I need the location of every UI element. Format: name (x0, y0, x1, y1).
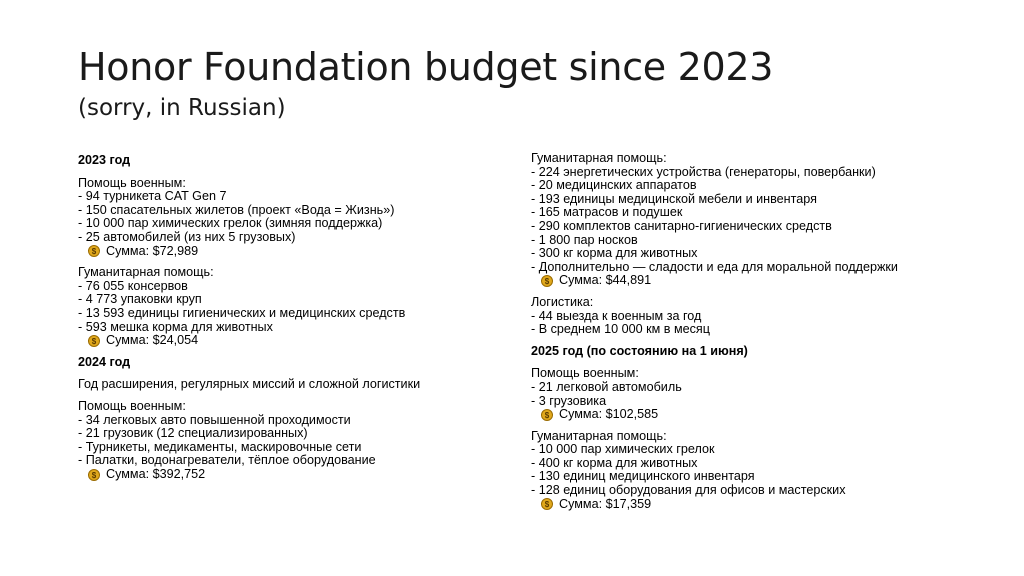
list-item: - 224 энергетических устройства (генераторы, повербанки) (531, 164, 876, 179)
sum-line (78, 245, 498, 259)
sum-value: Сумма: $44,891 (559, 273, 652, 288)
humanitarian-aid-2024 (531, 152, 971, 288)
military-aid-2023 (78, 177, 498, 259)
page-subtitle: (sorry, in Russian) (78, 95, 286, 121)
list-item: - 34 легковых авто повышенной проходимости (78, 412, 351, 427)
list-item: - 20 медицинских аппаратов (531, 178, 697, 193)
year-heading-2023: 2023 год (78, 153, 131, 167)
year-heading-2025: 2025 год (по состоянию на 1 июня) (531, 343, 748, 358)
list-item: - 21 грузовик (12 специализированных) (78, 426, 308, 441)
list-item: - 300 кг корма для животных (531, 246, 698, 261)
list-item: - 1 800 пар носков (531, 232, 638, 247)
left-column (78, 152, 498, 489)
list-item: - 193 единицы медицинской мебели и инвентаря (531, 191, 817, 206)
sum-line (531, 498, 971, 512)
military-aid-2024 (78, 400, 498, 482)
list-item: - Дополнительно — сладости и еда для моральной поддержки (531, 259, 898, 274)
year-heading-2024: 2024 год (78, 354, 131, 369)
list-item: - 130 единиц медицинского инвентаря (531, 469, 755, 484)
sum-value: Сумма: $72,989 (106, 243, 199, 258)
section-heading: Гуманитарная помощь: (531, 151, 667, 165)
list-item: - 94 турникета CAT Gen 7 (78, 189, 227, 204)
money-bag-icon (541, 498, 553, 510)
list-item: - 165 матрасов и подушек (531, 205, 683, 220)
section-heading: Помощь военным: (78, 398, 186, 413)
section-heading: Помощь военным: (78, 175, 186, 190)
list-item: - 13 593 единицы гигиенических и медицинских средств (78, 305, 406, 320)
money-bag-icon (88, 335, 100, 347)
list-item: - 76 055 консервов (78, 278, 188, 293)
list-item: - 150 спасательных жилетов (проект «Вода = Жизнь») (78, 202, 395, 217)
sum-line (78, 468, 498, 482)
page-title: Honor Foundation budget since 2023 (78, 45, 774, 89)
list-item: - Турникеты, медикаменты, маскировочные сети (78, 439, 362, 454)
list-item: - 4 773 упаковки круп (78, 292, 202, 307)
list-item: - 290 комплектов санитарно-гигиенических средств (531, 218, 832, 233)
money-bag-icon (88, 469, 100, 481)
military-aid-2025 (531, 367, 971, 421)
right-column (531, 152, 971, 519)
intro-2024: Год расширения, регулярных миссий и сложной логистики (78, 377, 421, 392)
sum-value: Сумма: $17,359 (559, 496, 652, 511)
sum-value: Сумма: $102,585 (559, 407, 659, 422)
list-item: - Палатки, водонагреватели, тёплое оборудование (78, 453, 376, 468)
money-bag-icon (541, 275, 553, 287)
sum-line (78, 334, 498, 348)
humanitarian-aid-2025 (531, 430, 971, 512)
list-item: - 21 легковой автомобиль (531, 379, 682, 394)
section-heading: Помощь военным: (531, 366, 639, 381)
sum-value: Сумма: $392,752 (106, 466, 206, 481)
list-item: - 10 000 пар химических грелок (531, 442, 715, 457)
sum-value: Сумма: $24,054 (106, 333, 199, 348)
list-item: - 25 автомобилей (из них 5 грузовых) (78, 229, 296, 244)
logistics-2024 (531, 296, 971, 337)
list-item: - 3 грузовика (531, 393, 607, 408)
list-item: - 10 000 пар химических грелок (зимняя поддержка) (78, 216, 383, 231)
list-item: - 400 кг корма для животных (531, 455, 698, 470)
sum-line (531, 274, 971, 288)
sum-line (531, 408, 971, 422)
list-item: - 593 мешка корма для животных (78, 319, 273, 334)
list-item: - В среднем 10 000 км в месяц (531, 322, 710, 337)
list-item: - 44 выезда к военным за год (531, 308, 702, 323)
humanitarian-aid-2023 (78, 266, 498, 348)
money-bag-icon (88, 245, 100, 257)
section-heading: Гуманитарная помощь: (531, 428, 667, 443)
section-heading: Гуманитарная помощь: (78, 265, 214, 280)
list-item: - 128 единиц оборудования для офисов и мастерских (531, 483, 846, 498)
section-heading: Логистика: (531, 294, 594, 309)
money-bag-icon (541, 409, 553, 421)
